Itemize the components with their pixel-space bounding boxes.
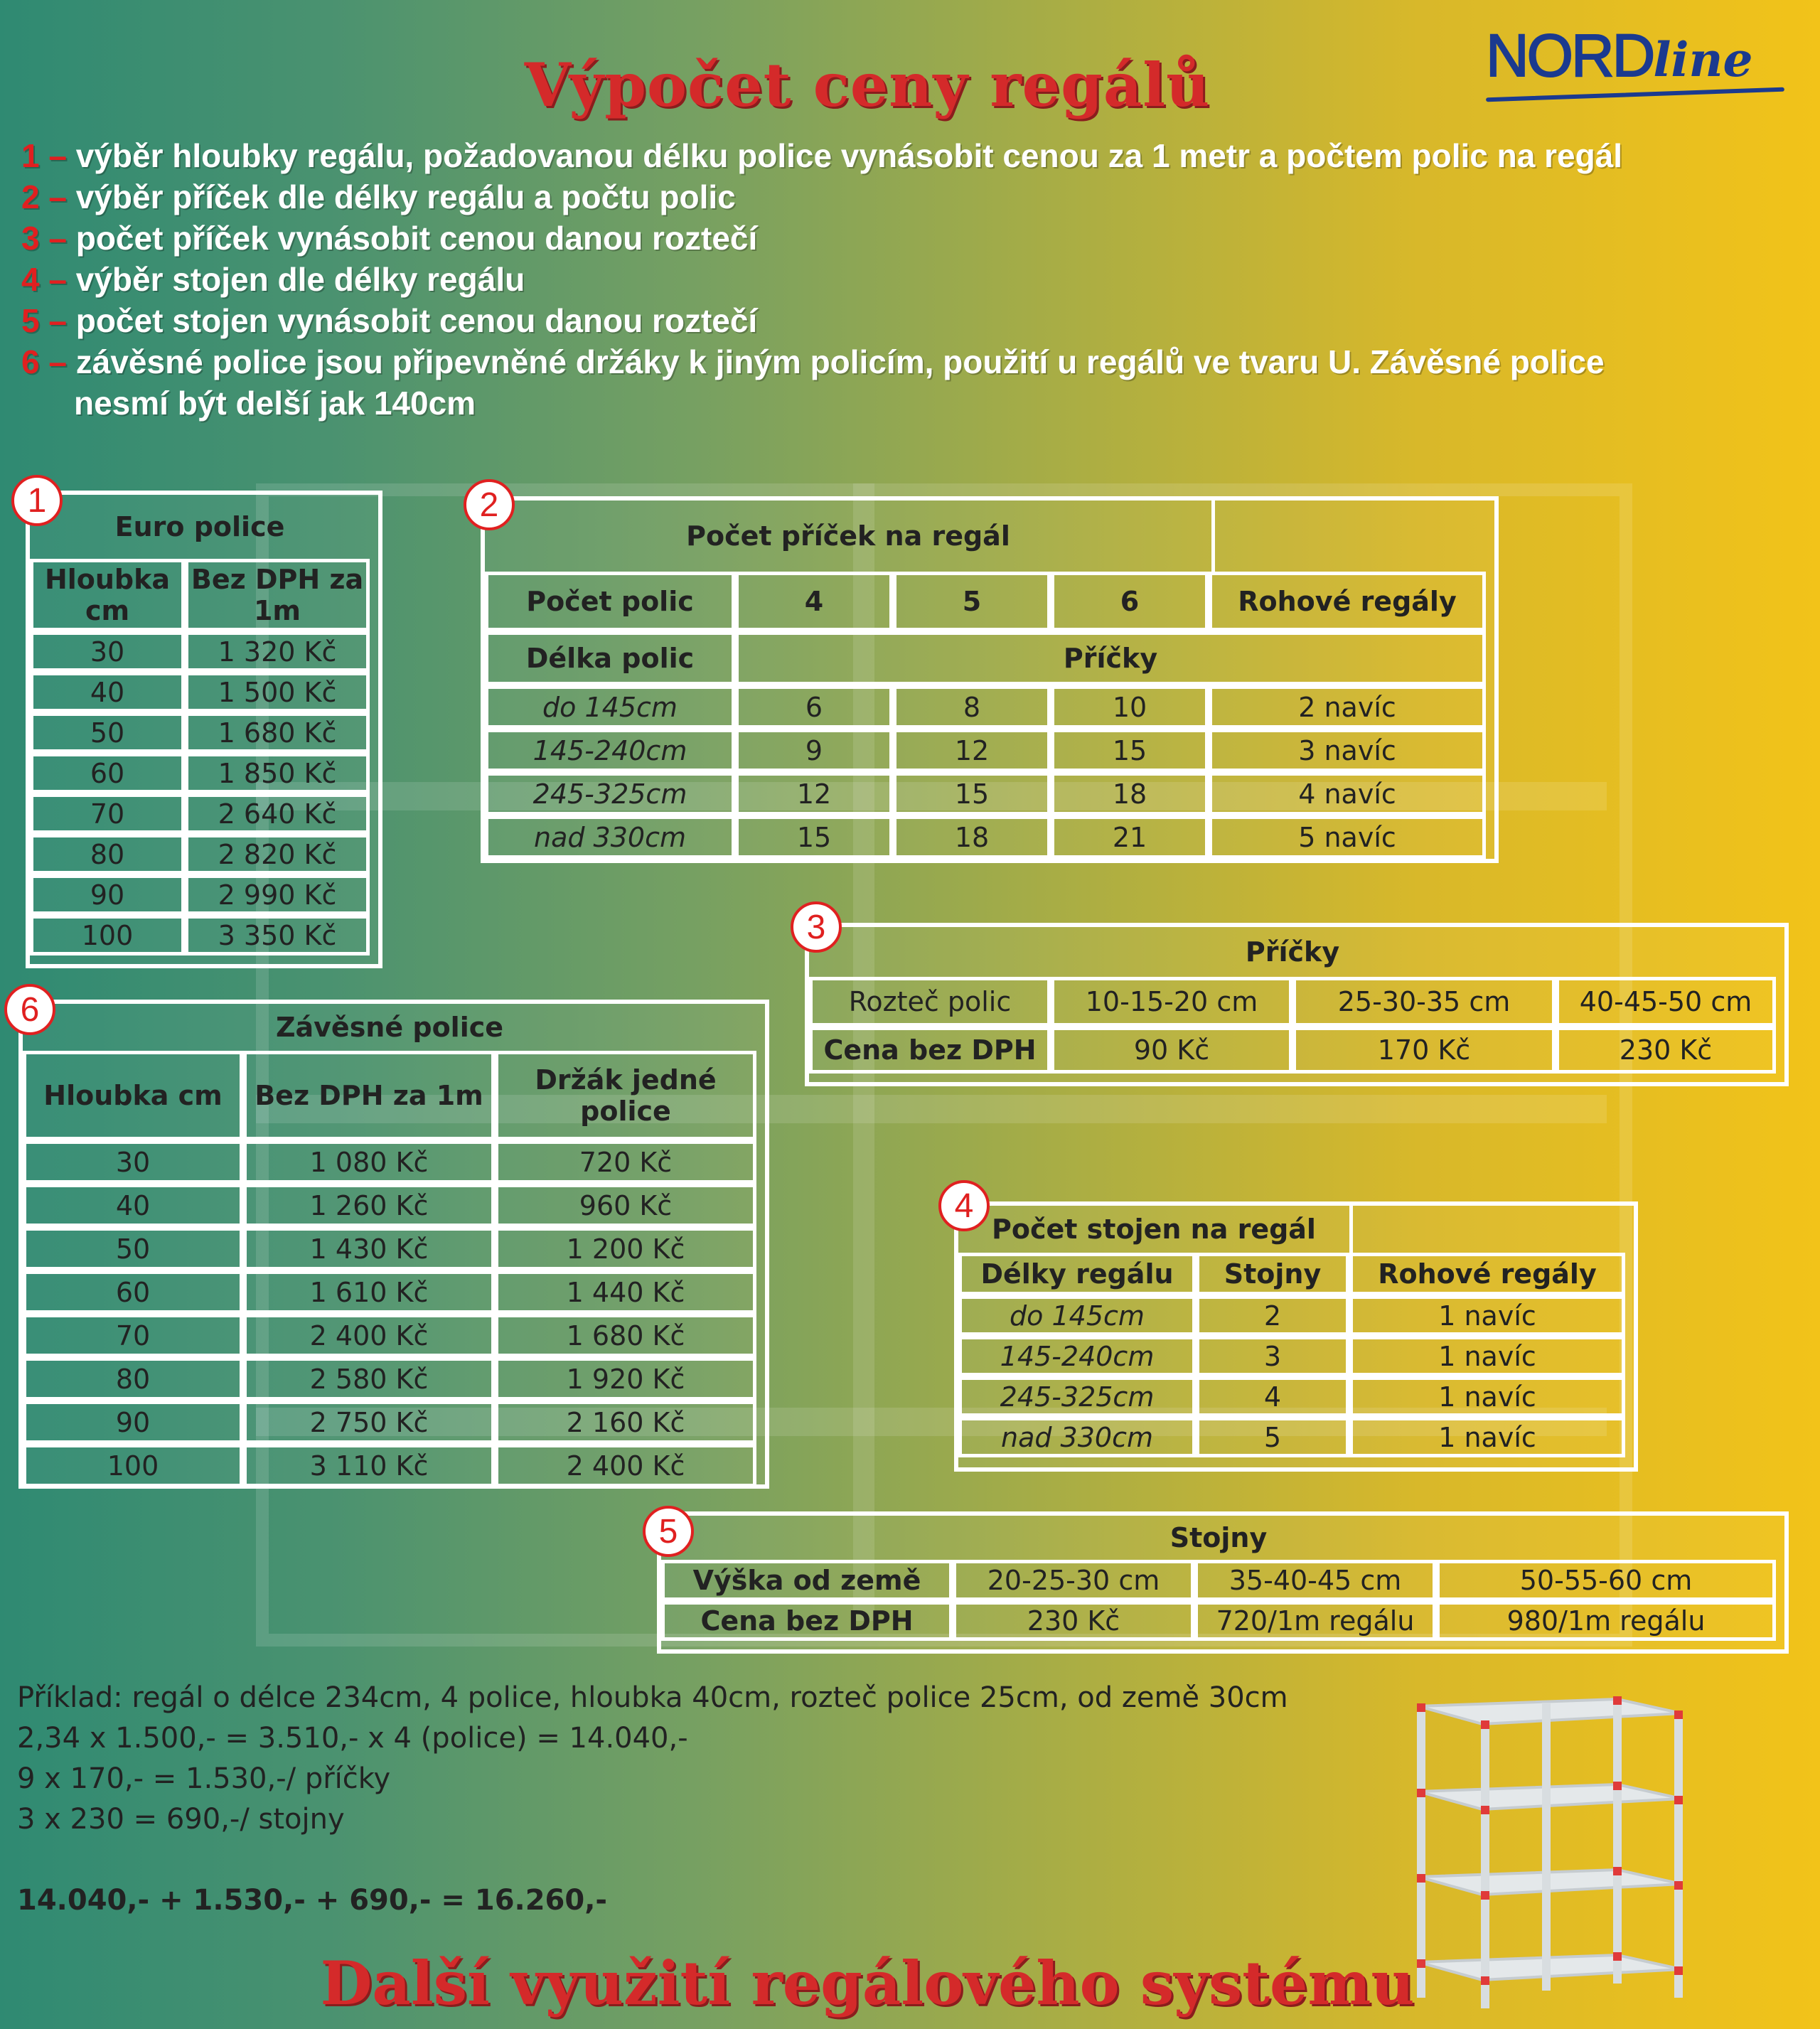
table-cell: 60 bbox=[23, 1270, 243, 1314]
price-cell: 230 Kč bbox=[953, 1601, 1194, 1641]
row-label: Cena bez DPH bbox=[661, 1601, 953, 1641]
table-cell: 100 bbox=[23, 1444, 243, 1487]
instruction-item: 2 – výběr příček dle délky regálu a počtu polic bbox=[21, 178, 736, 215]
table-cell: 1 680 Kč bbox=[185, 712, 370, 753]
height-cell: 50-55-60 cm bbox=[1436, 1560, 1776, 1601]
logo-swoosh bbox=[1486, 87, 1784, 102]
table-cell: 15 bbox=[1051, 729, 1209, 772]
table-stojny bbox=[657, 1511, 1789, 1654]
table-cell: 50 bbox=[23, 1227, 243, 1270]
instruction-item: 5 – počet stojen vynásobit cenou danou roztečí bbox=[21, 302, 758, 339]
price-cell: 90 Kč bbox=[1051, 1027, 1292, 1074]
row-label: Cena bez DPH bbox=[809, 1027, 1051, 1074]
table-cell: 40 bbox=[23, 1184, 243, 1227]
table-cell: 2 640 Kč bbox=[185, 793, 370, 834]
table-cell: 1 680 Kč bbox=[495, 1314, 756, 1357]
table-cell: 80 bbox=[23, 1357, 243, 1401]
table-cell: 2 navíc bbox=[1209, 685, 1486, 729]
price-cell: 230 Kč bbox=[1556, 1027, 1776, 1074]
page-title: Výpočet ceny regálů bbox=[524, 50, 1211, 120]
table-cell: 1 430 Kč bbox=[243, 1227, 495, 1270]
table-cell: 1 500 Kč bbox=[185, 672, 370, 712]
instruction-item: 4 – výběr stojen dle délky regálu bbox=[21, 261, 525, 298]
table-cell: 2 750 Kč bbox=[243, 1401, 495, 1444]
table-cell: 6 bbox=[735, 685, 893, 729]
table-cell: 9 bbox=[735, 729, 893, 772]
table-cell: 1 920 Kč bbox=[495, 1357, 756, 1401]
column-header: Rohové regály bbox=[1349, 1253, 1625, 1295]
table-cell: 30 bbox=[23, 1140, 243, 1184]
empty-cell bbox=[1349, 1206, 1625, 1253]
price-cell: 980/1m regálu bbox=[1436, 1601, 1776, 1641]
example-calculation bbox=[17, 1678, 1288, 1921]
table-cell: 3 350 Kč bbox=[185, 915, 370, 955]
table-cell: 4 bbox=[1196, 1376, 1349, 1417]
table-cell: 70 bbox=[23, 1314, 243, 1357]
table-cell: 145-240cm bbox=[958, 1336, 1196, 1376]
table-pocet-pricek bbox=[481, 496, 1499, 863]
table-cell: 1 440 Kč bbox=[495, 1270, 756, 1314]
column-header: Délky regálu bbox=[958, 1253, 1196, 1295]
table-pricky bbox=[805, 923, 1789, 1086]
instruction-item: 3 – počet příček vynásobit cenou danou roztečí bbox=[21, 220, 758, 257]
nordline-logo bbox=[1486, 21, 1792, 107]
instruction-item: nesmí být delší jak 140cm bbox=[74, 385, 476, 422]
footer-heading: Další využití regálového systému bbox=[320, 1948, 1415, 2018]
example-line: 2,34 x 1.500,- = 3.510,- x 4 (police) = 14.040,- bbox=[17, 1722, 688, 1755]
table-cell: 90 bbox=[30, 874, 185, 915]
table-pocet-stojen bbox=[954, 1201, 1638, 1472]
table-cell: 1 320 Kč bbox=[185, 631, 370, 672]
column-header: Hloubka cm bbox=[30, 559, 185, 631]
table-cell: 5 navíc bbox=[1209, 815, 1486, 859]
table-cell: 2 bbox=[1196, 1295, 1349, 1336]
column-header: Příčky bbox=[735, 631, 1486, 685]
table-cell: 100 bbox=[30, 915, 185, 955]
table-title: Počet stojen na regál bbox=[992, 1214, 1316, 1245]
table-title: Příčky bbox=[1245, 936, 1340, 968]
table-cell: 21 bbox=[1051, 815, 1209, 859]
table-title: Euro police bbox=[114, 511, 285, 542]
example-line: 9 x 170,- = 1.530,-/ příčky bbox=[17, 1762, 391, 1795]
height-cell: 20-25-30 cm bbox=[953, 1560, 1194, 1601]
table-cell: nad 330cm bbox=[485, 815, 735, 859]
instruction-item: 6 – závěsné police jsou připevněné držáky k jiným policím, použití u regálů ve tvaru U. Závěsné police bbox=[21, 343, 1605, 380]
table-cell: 4 navíc bbox=[1209, 772, 1486, 815]
table-cell: 15 bbox=[735, 815, 893, 859]
badge-6: 6 bbox=[4, 984, 55, 1035]
badge-2: 2 bbox=[464, 479, 515, 530]
column-header: Držák jedné police bbox=[495, 1051, 756, 1140]
table-cell: 18 bbox=[893, 815, 1051, 859]
table-cell: 1 850 Kč bbox=[185, 753, 370, 793]
row-label: Výška od země bbox=[661, 1560, 953, 1601]
table-euro-police bbox=[26, 491, 382, 968]
table-cell: 50 bbox=[30, 712, 185, 753]
table-cell: 1 navíc bbox=[1349, 1336, 1625, 1376]
table-cell: 1 610 Kč bbox=[243, 1270, 495, 1314]
table-cell: 2 400 Kč bbox=[243, 1314, 495, 1357]
column-header: Rohové regály bbox=[1209, 572, 1486, 631]
rozteč-cell: 10-15-20 cm bbox=[1051, 977, 1292, 1027]
column-header: Bez DPH za 1m bbox=[185, 559, 370, 631]
column-header: Počet polic bbox=[485, 572, 735, 631]
badge-5: 5 bbox=[643, 1506, 694, 1557]
instruction-item: 1 – výběr hloubky regálu, požadovanou délku police vynásobit cenou za 1 metr a počtem polic na regál bbox=[21, 137, 1623, 174]
column-header: 5 bbox=[893, 572, 1051, 631]
table-cell: 80 bbox=[30, 834, 185, 874]
logo-suffix: line bbox=[1653, 32, 1753, 87]
table-cell: 245-325cm bbox=[485, 772, 735, 815]
table-cell: 70 bbox=[30, 793, 185, 834]
table-cell: 15 bbox=[893, 772, 1051, 815]
row-label: Rozteč polic bbox=[809, 977, 1051, 1027]
example-line: 3 x 230 = 690,-/ stojny bbox=[17, 1803, 345, 1836]
example-line: Příklad: regál o délce 234cm, 4 police, hloubka 40cm, rozteč police 25cm, od země 30cm bbox=[17, 1681, 1288, 1714]
table-title: Závěsné police bbox=[275, 1012, 504, 1043]
column-header: Hloubka cm bbox=[23, 1051, 243, 1140]
badge-4: 4 bbox=[938, 1180, 990, 1231]
table-cell: 40 bbox=[30, 672, 185, 712]
table-cell: 18 bbox=[1051, 772, 1209, 815]
instruction-list bbox=[21, 135, 1784, 424]
badge-1: 1 bbox=[11, 475, 63, 526]
table-title: Počet příček na regál bbox=[686, 520, 1010, 552]
table-cell: 30 bbox=[30, 631, 185, 672]
height-cell: 35-40-45 cm bbox=[1194, 1560, 1436, 1601]
rozteč-cell: 25-30-35 cm bbox=[1292, 977, 1556, 1027]
table-cell: 720 Kč bbox=[495, 1140, 756, 1184]
table-cell: 1 260 Kč bbox=[243, 1184, 495, 1227]
table-cell: 5 bbox=[1196, 1417, 1349, 1457]
table-cell: 1 navíc bbox=[1349, 1417, 1625, 1457]
column-header: Stojny bbox=[1196, 1253, 1349, 1295]
price-cell: 720/1m regálu bbox=[1194, 1601, 1436, 1641]
table-cell: 3 110 Kč bbox=[243, 1444, 495, 1487]
rozteč-cell: 40-45-50 cm bbox=[1556, 977, 1776, 1027]
table-cell: 145-240cm bbox=[485, 729, 735, 772]
column-header: 6 bbox=[1051, 572, 1209, 631]
table-title: Stojny bbox=[1169, 1522, 1268, 1553]
table-cell: 60 bbox=[30, 753, 185, 793]
table-cell: nad 330cm bbox=[958, 1417, 1196, 1457]
table-cell: 12 bbox=[893, 729, 1051, 772]
table-cell: 8 bbox=[893, 685, 1051, 729]
table-cell: 12 bbox=[735, 772, 893, 815]
table-cell: 2 820 Kč bbox=[185, 834, 370, 874]
table-cell: 1 200 Kč bbox=[495, 1227, 756, 1270]
example-total: 14.040,- + 1.530,- + 690,- = 16.260,- bbox=[17, 1884, 608, 1917]
table-cell: do 145cm bbox=[958, 1295, 1196, 1336]
table-cell: 1 navíc bbox=[1349, 1295, 1625, 1336]
table-cell: 1 navíc bbox=[1349, 1376, 1625, 1417]
column-header: Délka polic bbox=[485, 631, 735, 685]
table-cell: 3 bbox=[1196, 1336, 1349, 1376]
table-cell: 90 bbox=[23, 1401, 243, 1444]
logo-main: NORD bbox=[1486, 22, 1654, 89]
table-cell: 2 160 Kč bbox=[495, 1401, 756, 1444]
column-header: Bez DPH za 1m bbox=[243, 1051, 495, 1140]
table-cell: 960 Kč bbox=[495, 1184, 756, 1227]
table-zavesne-police bbox=[18, 1000, 769, 1489]
price-cell: 170 Kč bbox=[1292, 1027, 1556, 1074]
table-cell: 2 990 Kč bbox=[185, 874, 370, 915]
badge-3: 3 bbox=[791, 901, 842, 953]
table-cell: 1 080 Kč bbox=[243, 1140, 495, 1184]
table-cell: 10 bbox=[1051, 685, 1209, 729]
table-cell: do 145cm bbox=[485, 685, 735, 729]
table-cell: 245-325cm bbox=[958, 1376, 1196, 1417]
table-cell: 2 580 Kč bbox=[243, 1357, 495, 1401]
table-cell: 3 navíc bbox=[1209, 729, 1486, 772]
table-cell: 2 400 Kč bbox=[495, 1444, 756, 1487]
empty-cell bbox=[1211, 500, 1486, 572]
column-header: 4 bbox=[735, 572, 893, 631]
